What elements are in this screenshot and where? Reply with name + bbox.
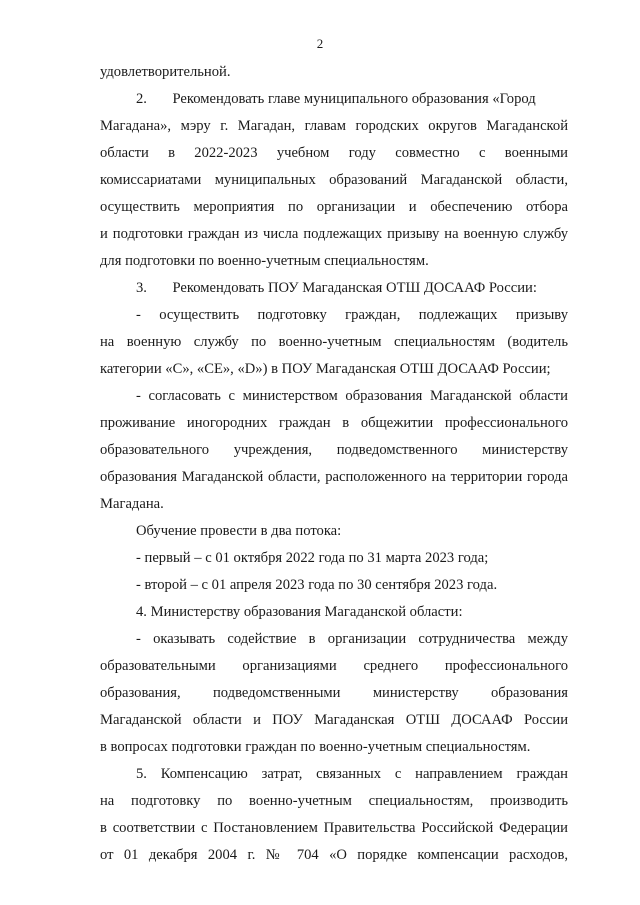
text-line: 3. Рекомендовать ПОУ Магаданская ОТШ ДОСААФ России:: [136, 280, 537, 296]
text-line: образования, подведомственными министерству образования: [100, 685, 568, 701]
text-line: на военную службу по военно-учетным специальностям (водитель: [100, 334, 568, 350]
text-line: осуществить мероприятия по организации и обеспечению отбора: [100, 199, 568, 215]
text-line: Магадана.: [100, 496, 164, 512]
text-line: категории «С», «СЕ», «D») в ПОУ Магаданская ОТШ ДОСААФ России;: [100, 361, 551, 377]
text-line: Магадана», мэру г. Магадан, главам городских округов Магаданской: [100, 118, 568, 134]
text-line: удовлетворительной.: [100, 64, 231, 80]
text-line: Обучение провести в два потока:: [136, 523, 342, 539]
text-line: комиссариатами муниципальных образований Магаданской области,: [100, 172, 568, 188]
text-line: и подготовки граждан из числа подлежащих призыву на военную службу: [100, 226, 568, 242]
text-line: на подготовку по военно-учетным специальностям, производить: [100, 793, 568, 809]
text-line: - осуществить подготовку граждан, подлежащих призыву: [136, 307, 568, 323]
text-line: в вопросах подготовки граждан по военно-учетным специальностям.: [100, 739, 531, 755]
text-line: проживание иногородних граждан в общежитии профессионального: [100, 415, 568, 431]
text-line: области в 2022-2023 учебном году совместно с военными: [100, 145, 568, 161]
text-line: 2. Рекомендовать главе муниципального образования «Город: [136, 91, 536, 107]
text-line: - согласовать с министерством образования Магаданской области: [136, 388, 568, 404]
text-line: для подготовки по военно-учетным специальностям.: [100, 253, 429, 269]
text-line: Магаданской области и ПОУ Магаданская ОТШ ДОСААФ России: [100, 712, 568, 728]
text-line: - первый – с 01 октября 2022 года по 31 марта 2023 года;: [136, 550, 489, 566]
text-line: в соответствии с Постановлением Правительства Российской Федерации: [100, 820, 568, 836]
text-line: - оказывать содействие в организации сотрудничества между: [136, 631, 568, 647]
text-line: образовательного учреждения, подведомственного министерству: [100, 442, 568, 458]
text-line: 5. Компенсацию затрат, связанных с направлением граждан: [136, 766, 568, 782]
text-line: 4. Министерству образования Магаданской области:: [136, 604, 463, 620]
text-line: образовательными организациями среднего профессионального: [100, 658, 568, 674]
text-line: от 01 декабря 2004 г. № 704 «О порядке компенсации расходов,: [100, 847, 568, 863]
text-line: - второй – с 01 апреля 2023 года по 30 сентября 2023 года.: [136, 577, 498, 593]
page-number: 2: [316, 36, 324, 51]
text-line: образования Магаданской области, расположенного на территории города: [100, 469, 568, 485]
